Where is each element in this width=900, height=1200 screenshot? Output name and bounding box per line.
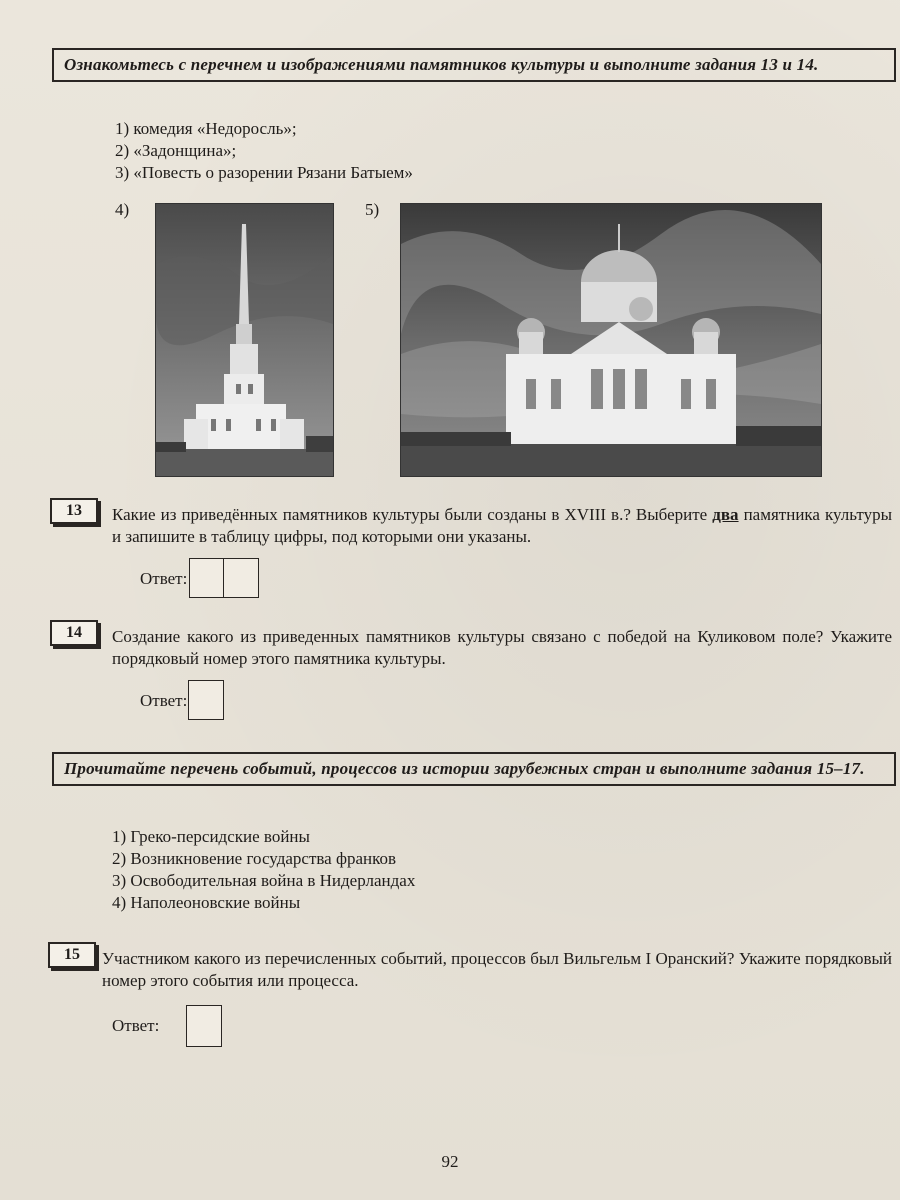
photo-cathedral-spire	[155, 203, 334, 477]
list-item: 4) Наполеоновские войны	[112, 893, 301, 912]
page-number: 92	[441, 1152, 459, 1171]
task-14-answer-label: Ответ:	[140, 691, 188, 710]
section2-instructions: Прочитайте перечень событий, процессов из истории зарубежных стран и выполните задания 15–17.	[52, 752, 896, 786]
list-item: 3) Освободительная война в Нидерландах	[112, 871, 416, 890]
task-15-number: 15	[48, 942, 96, 968]
list-item: 2) Возникновение государства франков	[112, 849, 397, 868]
list-item: 3) «Повесть о разорении Рязани Батыем»	[115, 163, 413, 182]
task-14-number: 14	[50, 620, 98, 646]
list-item: 1) комедия «Недоросль»;	[115, 119, 297, 138]
photo-cathedral-domes	[400, 203, 822, 477]
task-13-answer-cell-2[interactable]	[223, 558, 259, 598]
image-label-5: 5)	[365, 200, 380, 219]
list-item: 2) «Задонщина»;	[115, 141, 237, 160]
task-13-text: Какие из приведённых памятников культуры были созданы в XVIII в.? Выберите два памятника культуры и запишите в таблицу цифры, под которыми они указаны.	[112, 505, 892, 546]
image-label-4: 4)	[115, 200, 130, 219]
task-14-answer-cell[interactable]	[188, 680, 224, 720]
task-14-text: Создание какого из приведенных памятников культуры связано с победой на Куликовом поле? Укажите порядковый номер этого памятника культуры.	[112, 627, 892, 668]
task-15-answer-label: Ответ:	[112, 1016, 160, 1035]
section2-list	[112, 826, 415, 914]
task-13-number: 13	[50, 498, 98, 524]
list-item: 1) Греко-персидские войны	[112, 827, 310, 846]
task-13-answer-label: Ответ:	[140, 569, 188, 588]
section1-list	[115, 118, 413, 184]
task-15-answer-cell[interactable]	[186, 1005, 222, 1047]
section1-instructions: Ознакомьтесь с перечнем и изображениями памятников культуры и выполните задания 13 и 14.	[52, 48, 896, 82]
emphasis-two: два	[712, 505, 739, 524]
task-15-text: Участником какого из перечисленных событий, процессов был Вильгельм I Оранский? Укажите порядковый номер этого события или процесса.	[102, 949, 892, 990]
task-13-answer-cell-1[interactable]	[189, 558, 225, 598]
